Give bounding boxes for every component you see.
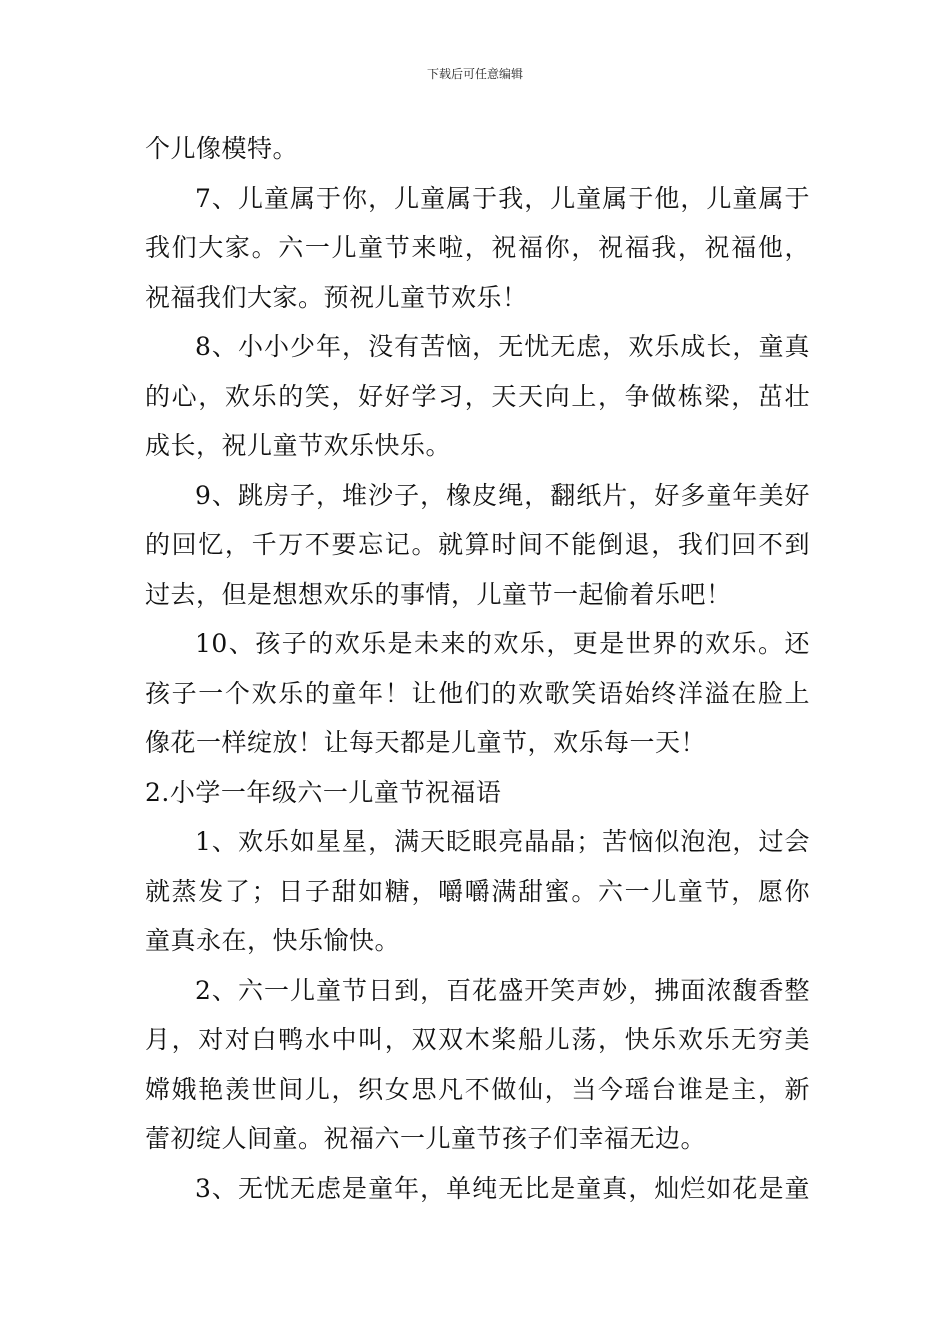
text-line: 月，对对白鸭水中叫，双双木桨船儿荡，快乐欢乐无穷美 — [145, 1025, 810, 1054]
paragraph — [145, 174, 810, 323]
text-line: 个儿像模特。 — [145, 134, 299, 163]
text-line: 的心，欢乐的笑，好好学习，天天向上，争做栋梁，茁壮 — [145, 381, 810, 411]
text-line: 嫦娥艳羡世间儿，织女思凡不做仙，当今瑶台谁是主，新 — [145, 1074, 810, 1104]
text-line: 蕾初绽人间童。祝福六一儿童节孩子们幸福无边。 — [145, 1124, 707, 1153]
paragraph — [145, 966, 810, 1164]
document-body — [145, 124, 810, 1213]
text-line: 9、跳房子，堆沙子，橡皮绳，翻纸片，好多童年美好 — [195, 480, 810, 510]
text-line: 3、无忧无虑是童年，单纯无比是童真，灿烂如花是童 — [195, 1173, 810, 1203]
paragraph — [145, 1164, 810, 1214]
text-line: 2、六一儿童节日到，百花盛开笑声妙，拂面浓馥香整 — [195, 975, 810, 1005]
text-line: 就蒸发了；日子甜如糖，嚼嚼满甜蜜。六一儿童节，愿你 — [145, 876, 810, 906]
text-line: 祝福我们大家。预祝儿童节欢乐！ — [145, 282, 528, 312]
paragraph — [145, 471, 810, 620]
text-line: 过去，但是想想欢乐的事情，儿童节一起偷着乐吧！ — [145, 579, 732, 609]
text-line: 童真永在，快乐愉快。 — [145, 926, 401, 955]
page-header: 下载后可任意编辑 — [426, 67, 523, 81]
paragraph — [145, 322, 810, 471]
text-line: 成长，祝儿童节欢乐快乐。 — [145, 431, 452, 460]
text-line: 10、孩子的欢乐是未来的欢乐，更是世界的欢乐。还 — [195, 629, 810, 658]
paragraph — [145, 124, 810, 174]
text-line: 8、小小少年，没有苦恼，无忧无虑，欢乐成长，童真 — [195, 332, 810, 361]
text-line: 孩子一个欢乐的童年！让他们的欢歌笑语始终洋溢在脸上 — [145, 678, 810, 708]
text-line: 我们大家。六一儿童节来啦，祝福你，祝福我，祝福他， — [145, 233, 810, 262]
section-heading — [145, 768, 810, 818]
text-line: 1、欢乐如星星，满天眨眼亮晶晶；苦恼似泡泡，过会 — [195, 827, 810, 856]
text-line: 的回忆，千万不要忘记。就算时间不能倒退，我们回不到 — [145, 530, 810, 559]
paragraph — [145, 619, 810, 768]
text-line: 像花一样绽放！让每天都是儿童节，欢乐每一天！ — [145, 728, 707, 757]
paragraph — [145, 817, 810, 966]
text-line: 2.小学一年级六一儿童节祝福语 — [145, 777, 502, 807]
text-line: 7、儿童属于你，儿童属于我，儿童属于他，儿童属于 — [195, 183, 810, 213]
